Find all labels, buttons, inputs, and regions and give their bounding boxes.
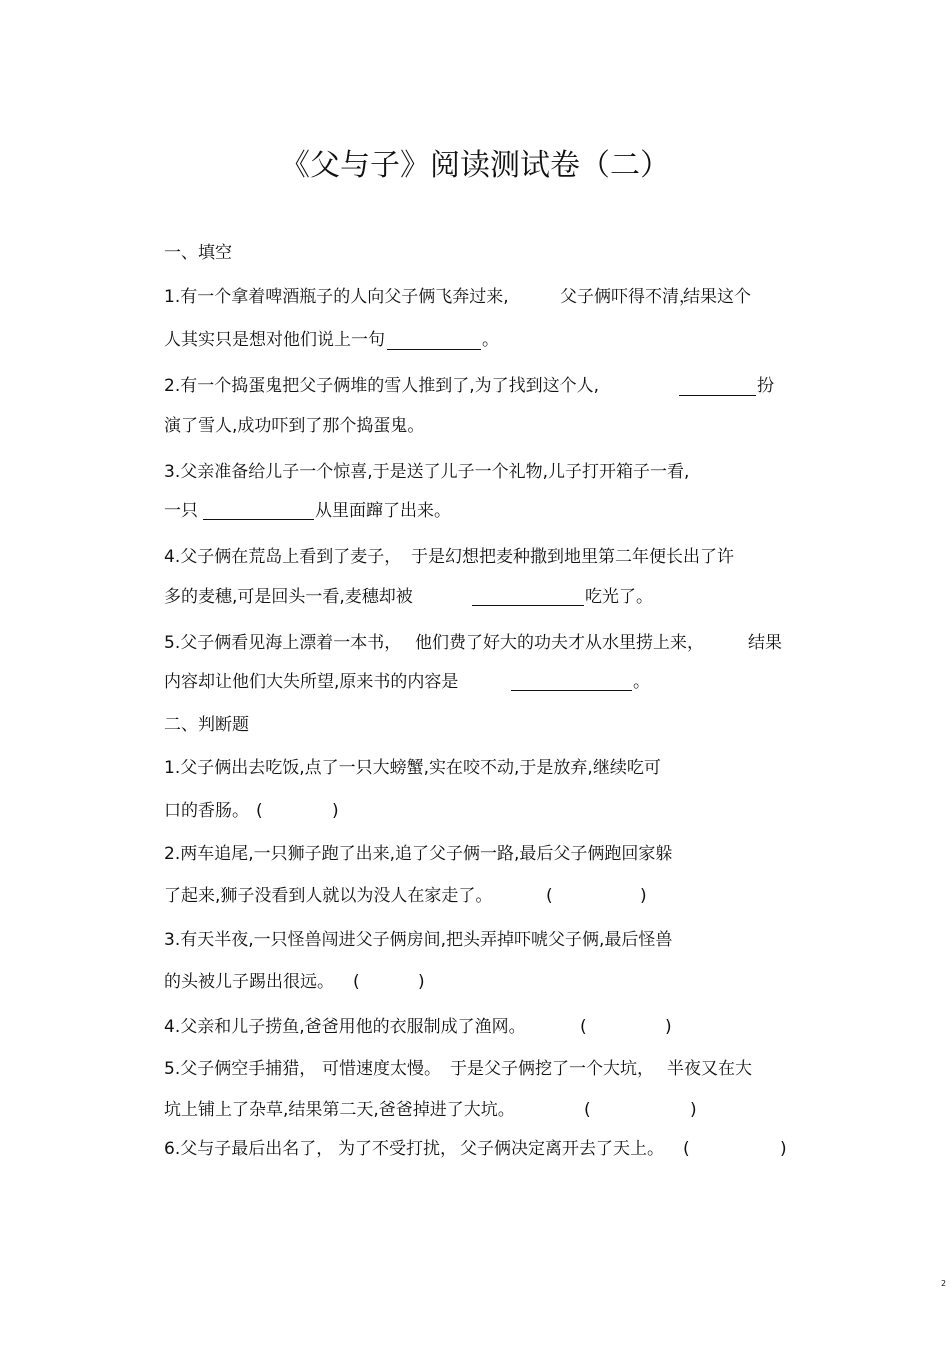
tf2-line1: 2.两车追尾,一只狮子跑了出来,追了父子俩一路,最后父子俩跑回家躲	[164, 844, 673, 864]
q5-line1-part3: 结果	[748, 633, 782, 653]
q4-answer-blank[interactable]	[472, 605, 584, 606]
q5-line1-part1: 5.父子俩看见海上漂着一本书，	[164, 633, 402, 653]
section-heading-true-false: 二、判断题	[164, 715, 249, 735]
tf6-line1-part3: 父子俩决定离开去了天上。	[460, 1139, 664, 1159]
q5-line1-part2: 他们费了好大的功夫才从水里捞上来，	[415, 633, 704, 653]
q1-period: 。	[482, 330, 499, 350]
q3-line2-end: 从里面蹿了出来。	[315, 501, 451, 521]
tf2-line2: 了起来,狮子没看到人就以为没人在家走了。	[164, 886, 493, 906]
tf5-close-paren[interactable]: )	[690, 1100, 697, 1120]
q1-line1-part1: 1.有一个拿着啤酒瓶子的人向父子俩飞奔过来,	[164, 287, 509, 307]
section-heading-fill-blank: 一、填空	[164, 243, 232, 263]
tf1-line1: 1.父子俩出去吃饭,点了一只大螃蟹,实在咬不动,于是放弃,继续吃可	[164, 758, 661, 778]
q2-line2: 演了雪人,成功吓到了那个捣蛋鬼。	[164, 416, 425, 436]
tf1-open-paren[interactable]: (	[256, 801, 263, 821]
tf5-line1-part1: 5.父子俩空手捕猎，	[164, 1059, 317, 1079]
q1-line2: 人其实只是想对他们说上一句	[164, 330, 385, 350]
page-title: 《父与子》阅读测试卷（二）	[280, 148, 670, 183]
q4-line1-part2: 于是幻想把麦种撒到地里第二年便长出了许	[411, 547, 734, 567]
tf1-line2: 口的香肠。	[164, 801, 249, 821]
q4-line2: 多的麦穗,可是回头一看,麦穗却被	[164, 587, 413, 607]
tf5-line2: 坑上铺上了杂草,结果第二天,爸爸掉进了大坑。	[164, 1100, 515, 1120]
tf5-open-paren[interactable]: (	[584, 1100, 591, 1120]
tf5-line1-part4: 半夜又在大	[667, 1059, 752, 1079]
q2-answer-blank[interactable]	[679, 395, 756, 396]
tf2-close-paren[interactable]: )	[640, 886, 647, 906]
q3-line2-start: 一只	[164, 501, 198, 521]
q2-line1: 2.有一个捣蛋鬼把父子俩堆的雪人推到了,为了找到这个人,	[164, 376, 600, 396]
tf6-close-paren[interactable]: )	[780, 1139, 787, 1159]
tf6-line1-part2: 为了不受打扰，	[338, 1139, 457, 1159]
q3-answer-blank[interactable]	[203, 519, 314, 520]
q2-line1-end: 扮	[757, 376, 774, 396]
q5-period: 。	[633, 672, 650, 692]
q1-line1-part3: 结果这个	[683, 287, 751, 307]
tf3-open-paren[interactable]: (	[353, 972, 360, 992]
q5-answer-blank[interactable]	[511, 690, 632, 691]
tf6-open-paren[interactable]: (	[683, 1139, 690, 1159]
tf3-line1: 3.有天半夜,一只怪兽闯进父子俩房间,把头弄掉吓唬父子俩,最后怪兽	[164, 930, 673, 950]
tf4-open-paren[interactable]: (	[580, 1017, 587, 1037]
tf3-line2: 的头被儿子踢出很远。	[164, 972, 334, 992]
tf2-open-paren[interactable]: (	[546, 886, 553, 906]
q4-line2-end: 吃光了。	[585, 587, 653, 607]
q3-line1: 3.父亲准备给儿子一个惊喜,于是送了儿子一个礼物,儿子打开箱子一看,	[164, 462, 690, 482]
tf4-line1: 4.父亲和儿子捞鱼,爸爸用他的衣服制成了渔网。	[164, 1017, 526, 1037]
q5-line2: 内容却让他们大失所望,原来书的内容是	[164, 672, 459, 692]
q4-line1-part1: 4.父子俩在荒岛上看到了麦子，	[164, 547, 402, 567]
q1-line1-part2: 父子俩吓得不清，	[560, 287, 696, 307]
tf5-line1-part2: 可惜速度太慢。	[322, 1059, 441, 1079]
tf3-close-paren[interactable]: )	[418, 972, 425, 992]
q1-answer-blank[interactable]	[387, 349, 481, 350]
tf1-close-paren[interactable]: )	[332, 801, 339, 821]
tf5-line1-part3: 于是父子俩挖了一个大坑，	[450, 1059, 654, 1079]
page-number: 2	[941, 1279, 947, 1288]
tf6-line1-part1: 6.父与子最后出名了，	[164, 1139, 334, 1159]
tf4-close-paren[interactable]: )	[665, 1017, 672, 1037]
